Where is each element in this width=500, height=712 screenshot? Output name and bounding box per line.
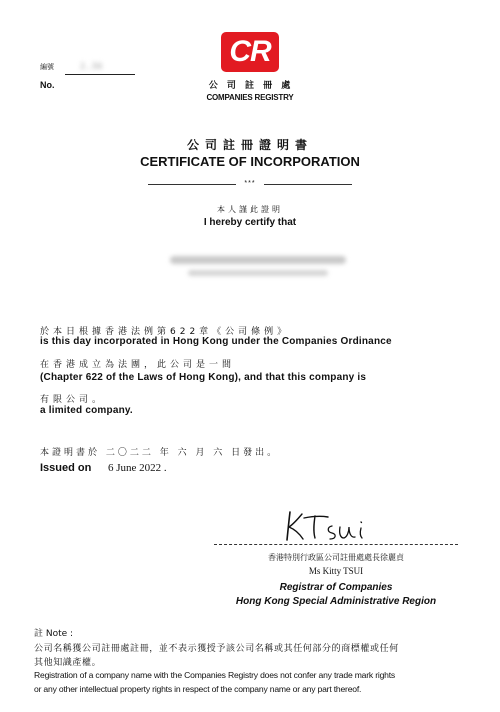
certificate-no-underline <box>65 74 135 75</box>
body-line1-en: is this day incorporated in Hong Kong under the Companies Ordinance <box>40 336 392 347</box>
certificate-no-label-en: No. <box>40 80 55 90</box>
note-en-line1: Registration of a company name with the Companies Registry does not confer any trade mark rights <box>34 670 396 680</box>
note-cn-line2: 其他知識產權。 <box>34 658 102 668</box>
registrar-title: Registrar of Companies <box>279 582 393 593</box>
registry-name-cn: 公 司 註 冊 處 <box>208 81 294 91</box>
registrar-signature <box>282 508 372 544</box>
signature-line <box>214 544 458 545</box>
body-line3-cn: 有限公司。 <box>40 395 106 405</box>
certificate-no-value: 2...56 <box>80 61 103 71</box>
note-label: 註 Note : <box>34 629 74 639</box>
note-en-line2: or any other intellectual property rights in respect of the company name or any part thereof. <box>34 684 362 694</box>
logo-mark: CR <box>229 35 271 68</box>
registrar-name-cn: 香港特別行政區公司註冊處處長徐麗貞 <box>268 553 404 562</box>
title-ornament: *** <box>244 180 256 187</box>
body-line1-cn: 於本日根據香港法例第622章《公司條例》 <box>40 327 291 337</box>
issued-statement-cn: 本證明書於 二〇二二 年 六 月 六 日發出。 <box>40 448 280 458</box>
title-rule-left <box>148 184 236 185</box>
certify-statement-en: I hereby certify that <box>203 217 297 228</box>
registry-name-en: COMPANIES REGISTRY <box>206 93 294 102</box>
companies-registry-logo <box>221 32 279 72</box>
body-line2-en: (Chapter 622 of the Laws of Hong Kong), and that this company is <box>40 372 367 383</box>
registrar-region: Hong Kong Special Administrative Region <box>235 596 437 607</box>
company-name-redacted <box>170 256 346 264</box>
registrar-name-en: Ms Kitty TSUI <box>308 566 364 576</box>
signature-text: K Tsui <box>282 508 285 509</box>
company-name-redacted-secondary <box>188 270 328 276</box>
certificate-no-label-cn: 編號 <box>40 63 54 71</box>
body-line2-cn: 在香港成立為法團，此公司是一間 <box>40 360 236 370</box>
certify-statement-cn: 本人謹此證明 <box>217 205 283 214</box>
certificate-title-en: CERTIFICATE OF INCORPORATION <box>140 154 360 169</box>
issued-label-en: Issued on <box>40 462 92 474</box>
issued-date-en: 6 June 2022 . <box>108 462 167 474</box>
certificate-title-cn: 公司註冊證明書 <box>186 138 313 152</box>
title-rule-right <box>264 184 352 185</box>
body-line3-en: a limited company. <box>40 405 133 416</box>
note-cn-line1: 公司名稱獲公司註冊處註冊，並不表示獲授予該公司名稱或其任何部分的商標權或任何 <box>34 644 399 654</box>
